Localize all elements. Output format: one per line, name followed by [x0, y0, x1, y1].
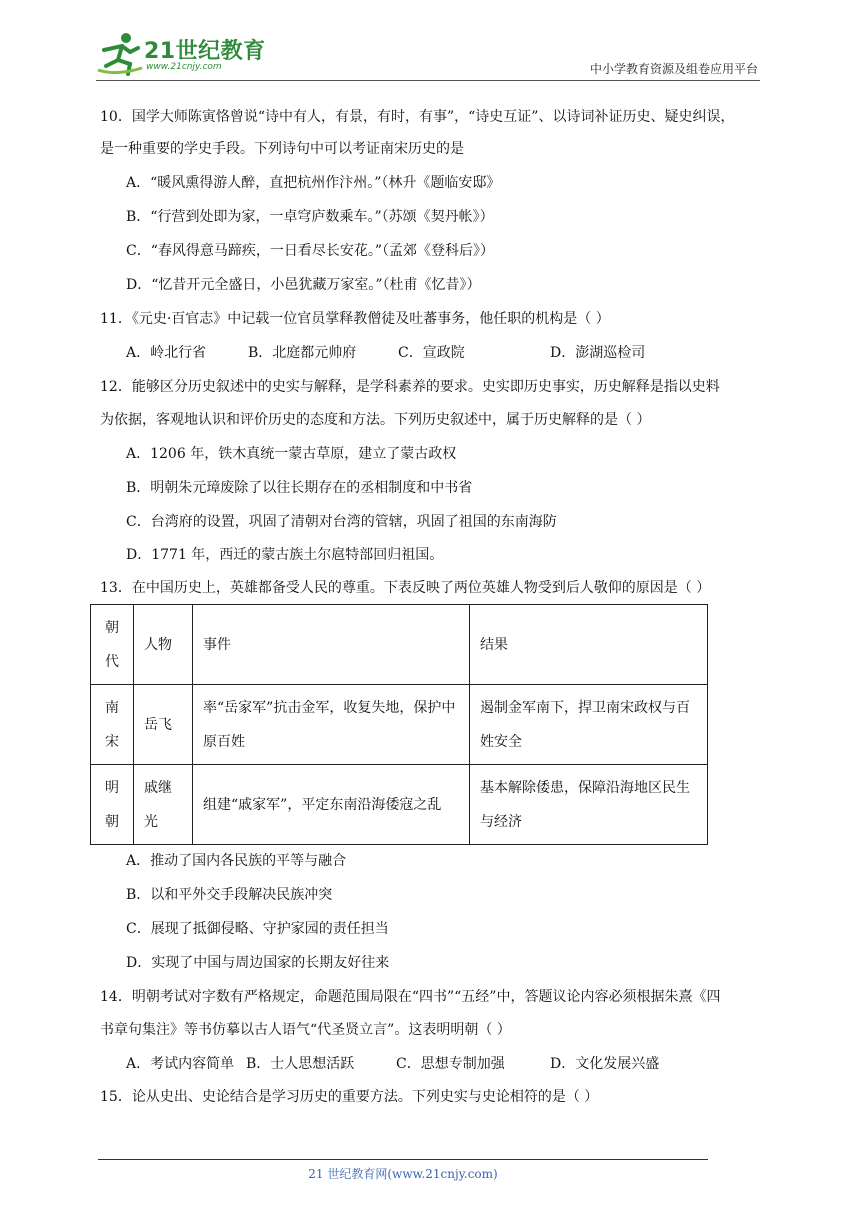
q10-option-a[interactable]: A．“暖风熏得游人醉，直把杭州作汴州。”（林升《题临安邸》: [126, 175, 501, 191]
platform-name: 中小学教育资源及组卷应用平台: [589, 62, 758, 76]
page-header: [96, 28, 760, 80]
site-logo[interactable]: [96, 28, 266, 78]
table-cell-person: 岳飞: [134, 685, 193, 765]
table-cell-event: 组建“戚家军”，平定东南沿海倭寇之乱: [193, 765, 470, 845]
q14-option-d[interactable]: D．文化发展兴盛: [550, 1056, 660, 1072]
q14-stem-line2: 书章句集注》等书仿摹以古人语气“代圣贤立言”。这表明明朝（ ）: [100, 1022, 511, 1038]
q14-stem-line1: 14．明朝考试对字数有严格规定，命题范围局限在“四书”“五经”中，答题议论内容必须根据朱熹《四: [100, 989, 721, 1005]
q12-option-b[interactable]: B．明朝朱元璋废除了以往长期存在的丞相制度和中书省: [126, 480, 473, 496]
table-header-cell: 人物: [134, 605, 193, 685]
q13-option-b[interactable]: B．以和平外交手段解决民族冲突: [126, 887, 333, 903]
q14-option-c[interactable]: C．思想专制加强: [396, 1056, 505, 1072]
q12-option-c[interactable]: C．台湾府的设置，巩固了清朝对台湾的管辖，巩固了祖国的东南海防: [126, 514, 557, 530]
q13-option-c[interactable]: C．展现了抵御侵略、守护家园的责任担当: [126, 921, 389, 937]
table-row: [91, 765, 708, 845]
q10-stem-line1: 10．国学大师陈寅恪曾说“诗中有人，有景，有时，有事”，“诗史互证”、以诗词补证历史、疑史纠误，: [100, 109, 735, 125]
table-header-cell: 事件: [193, 605, 470, 685]
q12-stem-line2: 为依据，客观地认识和评价历史的态度和方法。下列历史叙述中，属于历史解释的是（ ）: [100, 412, 651, 428]
header-divider: [96, 80, 760, 81]
table-header-cell: 结果: [470, 605, 708, 685]
q11-stem: 11．《元史·百官志》中记载一位官员掌释教僧徒及吐蕃事务，他任职的机构是（ ）: [100, 311, 610, 327]
logo-text: 21世纪教育: [144, 39, 266, 64]
runner-logo-icon: [96, 30, 144, 76]
q10-stem-line2: 是一种重要的学史手段。下列诗句中可以考证南宋历史的是: [100, 141, 464, 157]
q12-stem-line1: 12．能够区分历史叙述中的史实与解释，是学科素养的要求。史实即历史事实，历史解释是指以史料: [100, 379, 720, 395]
q10-option-d[interactable]: D．“忆昔开元全盛日，小邑犹藏万家室。”（杜甫《忆昔》）: [126, 277, 481, 293]
q11-option-c[interactable]: C．宣政院: [398, 345, 465, 361]
table-cell-result: 基本解除倭患，保障沿海地区民生与经济: [470, 765, 708, 845]
q11-option-d[interactable]: D．澎湖巡检司: [550, 345, 646, 361]
q12-option-d[interactable]: D．1771 年，西迁的蒙古族土尔扈特部回归祖国。: [126, 547, 444, 563]
table-cell-result: 遏制金军南下，捍卫南宋政权与百姓安全: [470, 685, 708, 765]
table-cell-event: 率“岳家军”抗击金军，收复失地，保护中原百姓: [193, 685, 470, 765]
hero-table: [90, 604, 708, 845]
q13-option-a[interactable]: A．推动了国内各民族的平等与融合: [126, 853, 347, 869]
table-cell-dynasty: 明朝: [91, 765, 134, 845]
q13-stem: 13．在中国历史上，英雄都备受人民的尊重。下表反映了两位英雄人物受到后人敬仰的原因是（ ）: [100, 580, 711, 596]
table-row: [91, 685, 708, 765]
q13-option-d[interactable]: D．实现了中国与周边国家的长期友好往来: [126, 955, 390, 971]
q10-option-b[interactable]: B．“行营到处即为家，一卓穹庐数乘车。”（苏颂《契丹帐》）: [126, 209, 494, 225]
q14-option-a[interactable]: A．考试内容简单: [126, 1056, 235, 1072]
table-header-cell: 朝代: [91, 605, 134, 685]
q15-stem: 15．论从史出、史论结合是学习历史的重要方法。下列史实与史论相符的是（ ）: [100, 1089, 599, 1105]
table-cell-dynasty: 南宋: [91, 685, 134, 765]
q12-option-a[interactable]: A．1206 年，铁木真统一蒙古草原，建立了蒙古政权: [126, 446, 457, 462]
q14-option-b[interactable]: B．士人思想活跃: [246, 1056, 355, 1072]
table-header-row: [91, 605, 708, 685]
logo-url: www.21cnjy.com: [146, 62, 222, 72]
footer-divider: [98, 1159, 708, 1160]
q11-option-b[interactable]: B．北庭都元帅府: [248, 345, 357, 361]
table-cell-person: 戚继光: [134, 765, 193, 845]
q10-option-c[interactable]: C．“春风得意马蹄疾，一日看尽长安花。”（孟郊《登科后》）: [126, 243, 495, 259]
footer-link[interactable]: 21 世纪教育网(www.21cnjy.com): [308, 1167, 498, 1181]
q11-option-a[interactable]: A．岭北行省: [126, 345, 207, 361]
